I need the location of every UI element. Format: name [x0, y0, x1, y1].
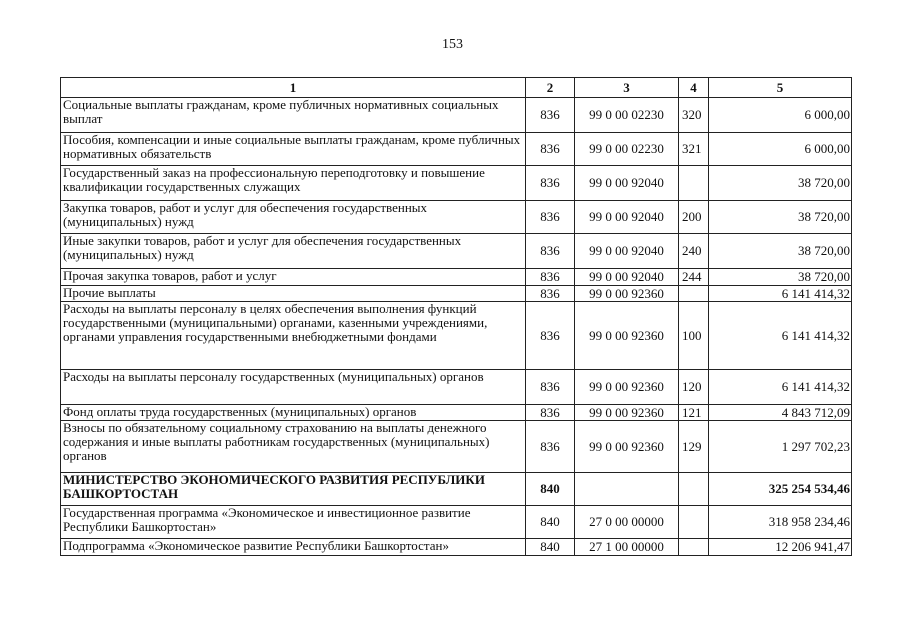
amount-value: 38 720,00 — [709, 234, 852, 269]
column-header: 3 — [575, 78, 679, 98]
ministry-code: 836 — [526, 286, 575, 302]
ministry-code: 836 — [526, 405, 575, 421]
target-article-code: 99 0 00 92360 — [575, 405, 679, 421]
item-name: Иные закупки товаров, работ и услуг для обеспечения государственных (муниципальных) нужд — [61, 234, 526, 269]
item-name: Государственная программа «Экономическое и инвестиционное развитие Республики Башкортостан» — [61, 506, 526, 539]
target-article-code: 99 0 00 92040 — [575, 201, 679, 234]
column-header: 2 — [526, 78, 575, 98]
amount-value: 38 720,00 — [709, 166, 852, 201]
ministry-code: 836 — [526, 234, 575, 269]
target-article-code: 99 0 00 92360 — [575, 370, 679, 405]
table-row — [61, 405, 852, 421]
amount-value: 38 720,00 — [709, 269, 852, 286]
amount-value: 325 254 534,46 — [709, 473, 852, 506]
column-header: 1 — [61, 78, 526, 98]
table-row — [61, 506, 852, 539]
column-header: 4 — [679, 78, 709, 98]
expense-type-code: 320 — [679, 98, 709, 133]
table-row — [61, 269, 852, 286]
target-article-code: 99 0 00 92040 — [575, 269, 679, 286]
amount-value: 6 141 414,32 — [709, 302, 852, 370]
page-number: 153 — [442, 37, 463, 52]
target-article-code: 99 0 00 02230 — [575, 98, 679, 133]
target-article-code: 27 0 00 00000 — [575, 506, 679, 539]
target-article-code — [575, 473, 679, 506]
table-row — [61, 133, 852, 166]
table-row — [61, 370, 852, 405]
item-name: Взносы по обязательному социальному страхованию на выплаты денежного содержания и иные выплаты работникам государственных (муниципальных) органов — [61, 421, 526, 473]
ministry-code: 836 — [526, 166, 575, 201]
amount-value: 6 141 414,32 — [709, 286, 852, 302]
table-body — [61, 98, 852, 556]
item-name: Социальные выплаты гражданам, кроме публичных нормативных социальных выплат — [61, 98, 526, 133]
expense-type-code: 244 — [679, 269, 709, 286]
expense-type-code: 100 — [679, 302, 709, 370]
table-row — [61, 473, 852, 506]
expense-type-code — [679, 166, 709, 201]
table-row — [61, 286, 852, 302]
item-name: Закупка товаров, работ и услуг для обеспечения государственных (муниципальных) нужд — [61, 201, 526, 234]
table-row — [61, 234, 852, 269]
amount-value: 4 843 712,09 — [709, 405, 852, 421]
column-header: 5 — [709, 78, 852, 98]
ministry-code: 840 — [526, 539, 575, 556]
table-row — [61, 98, 852, 133]
table-header-row — [61, 78, 852, 98]
item-name: Прочая закупка товаров, работ и услуг — [61, 269, 526, 286]
ministry-code: 840 — [526, 473, 575, 506]
item-name: Прочие выплаты — [61, 286, 526, 302]
table-row — [61, 421, 852, 473]
amount-value: 6 000,00 — [709, 133, 852, 166]
item-name: Государственный заказ на профессиональную переподготовку и повышение квалификации государственных служащих — [61, 166, 526, 201]
target-article-code: 99 0 00 02230 — [575, 133, 679, 166]
amount-value: 6 141 414,32 — [709, 370, 852, 405]
item-name: Подпрограмма «Экономическое развитие Республики Башкортостан» — [61, 539, 526, 556]
item-name: Расходы на выплаты персоналу в целях обеспечения выполнения функций государственными (муниципальными) органами, казенными учреждениями, органами управления государственными внебюджетными фондами — [61, 302, 526, 370]
amount-value: 6 000,00 — [709, 98, 852, 133]
target-article-code: 27 1 00 00000 — [575, 539, 679, 556]
ministry-code: 836 — [526, 269, 575, 286]
amount-value: 1 297 702,23 — [709, 421, 852, 473]
amount-value: 318 958 234,46 — [709, 506, 852, 539]
ministry-code: 836 — [526, 302, 575, 370]
target-article-code: 99 0 00 92040 — [575, 234, 679, 269]
amount-value: 38 720,00 — [709, 201, 852, 234]
table-row — [61, 166, 852, 201]
target-article-code: 99 0 00 92040 — [575, 166, 679, 201]
amount-value: 12 206 941,47 — [709, 539, 852, 556]
expense-type-code — [679, 506, 709, 539]
target-article-code: 99 0 00 92360 — [575, 286, 679, 302]
ministry-code: 836 — [526, 98, 575, 133]
table-row — [61, 539, 852, 556]
expense-type-code: 120 — [679, 370, 709, 405]
expense-type-code — [679, 286, 709, 302]
target-article-code: 99 0 00 92360 — [575, 421, 679, 473]
item-name: Пособия, компенсации и иные социальные выплаты гражданам, кроме публичных нормативных обязательств — [61, 133, 526, 166]
expense-type-code: 321 — [679, 133, 709, 166]
item-name: МИНИСТЕРСТВО ЭКОНОМИЧЕСКОГО РАЗВИТИЯ РЕСПУБЛИКИ БАШКОРТОСТАН — [61, 473, 526, 506]
expense-type-code — [679, 473, 709, 506]
ministry-code: 836 — [526, 370, 575, 405]
table-row — [61, 201, 852, 234]
ministry-code: 840 — [526, 506, 575, 539]
expense-type-code: 121 — [679, 405, 709, 421]
expense-type-code: 200 — [679, 201, 709, 234]
item-name: Расходы на выплаты персоналу государственных (муниципальных) органов — [61, 370, 526, 405]
ministry-code: 836 — [526, 201, 575, 234]
table-row — [61, 302, 852, 370]
expense-type-code — [679, 539, 709, 556]
ministry-code: 836 — [526, 133, 575, 166]
expense-type-code: 240 — [679, 234, 709, 269]
budget-table — [60, 77, 852, 556]
item-name: Фонд оплаты труда государственных (муниципальных) органов — [61, 405, 526, 421]
expense-type-code: 129 — [679, 421, 709, 473]
target-article-code: 99 0 00 92360 — [575, 302, 679, 370]
ministry-code: 836 — [526, 421, 575, 473]
